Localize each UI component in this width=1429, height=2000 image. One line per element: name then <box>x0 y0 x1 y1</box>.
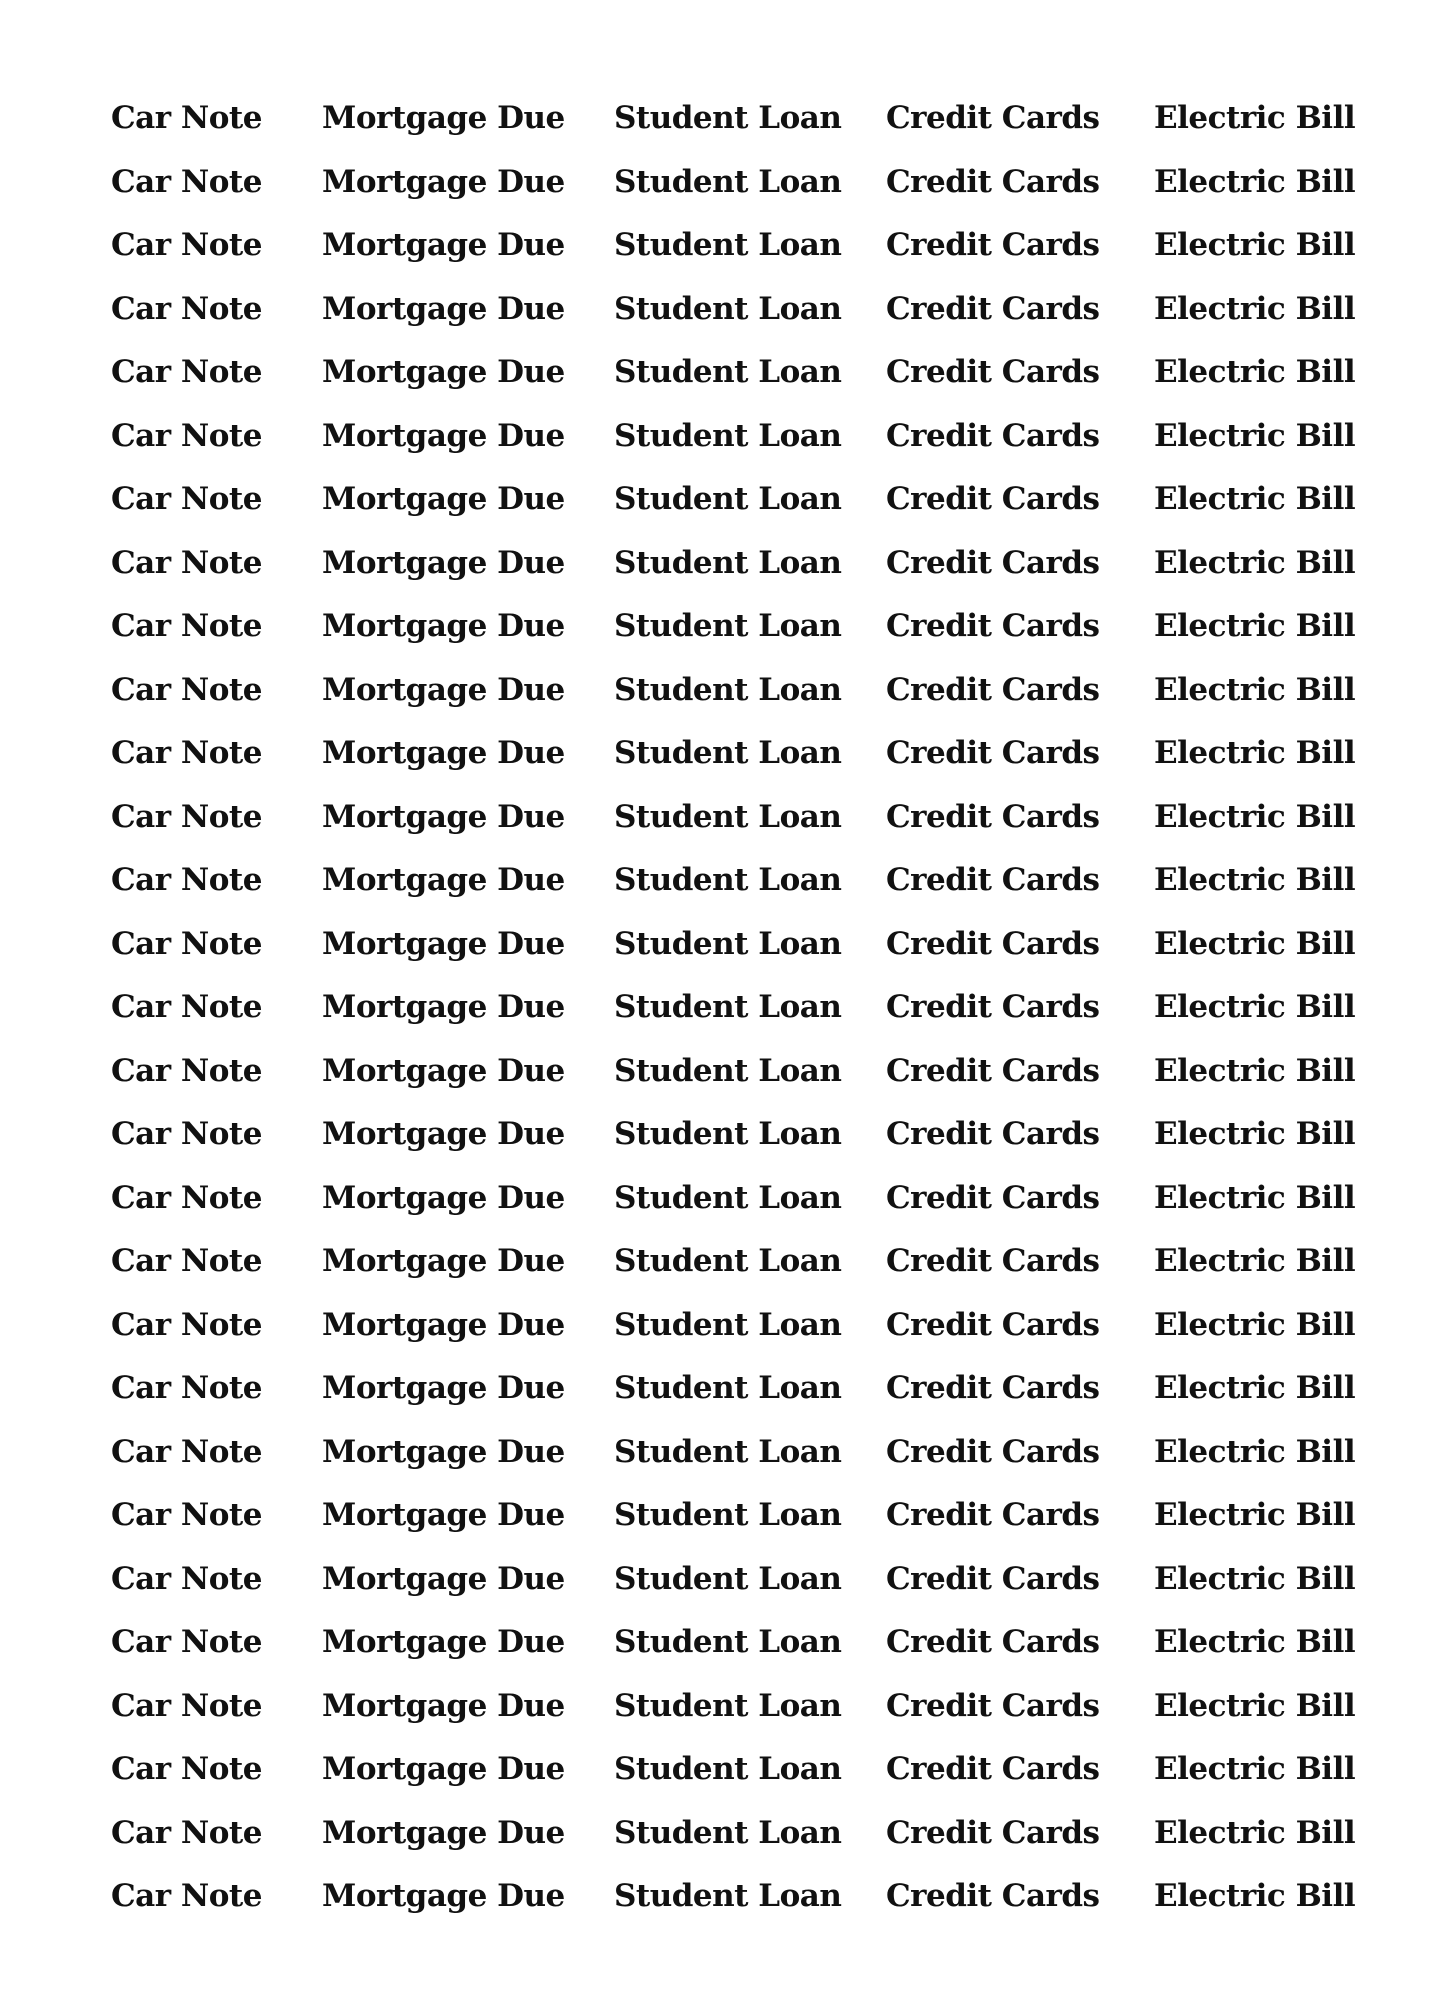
label-student-loan: Student Loan <box>614 735 842 771</box>
label-credit-cards: Credit Cards <box>886 164 1100 200</box>
label-row <box>0 1622 1429 1686</box>
label-credit-cards: Credit Cards <box>886 1180 1100 1216</box>
label-car-note: Car Note <box>111 1116 262 1152</box>
label-mortgage-due: Mortgage Due <box>322 1180 565 1216</box>
label-student-loan: Student Loan <box>614 354 842 390</box>
label-row <box>0 225 1429 289</box>
label-car-note: Car Note <box>111 164 262 200</box>
label-credit-cards: Credit Cards <box>886 989 1100 1025</box>
label-mortgage-due: Mortgage Due <box>322 1434 565 1470</box>
label-row <box>0 416 1429 480</box>
label-credit-cards: Credit Cards <box>886 672 1100 708</box>
label-electric-bill: Electric Bill <box>1154 545 1356 581</box>
label-car-note: Car Note <box>111 989 262 1025</box>
label-credit-cards: Credit Cards <box>886 1243 1100 1279</box>
label-car-note: Car Note <box>111 1624 262 1660</box>
label-student-loan: Student Loan <box>614 862 842 898</box>
label-student-loan: Student Loan <box>614 1815 842 1851</box>
label-car-note: Car Note <box>111 1434 262 1470</box>
label-electric-bill: Electric Bill <box>1154 1497 1356 1533</box>
label-credit-cards: Credit Cards <box>886 1116 1100 1152</box>
label-electric-bill: Electric Bill <box>1154 164 1356 200</box>
label-credit-cards: Credit Cards <box>886 1370 1100 1406</box>
label-mortgage-due: Mortgage Due <box>322 1751 565 1787</box>
label-row <box>0 733 1429 797</box>
label-car-note: Car Note <box>111 1688 262 1724</box>
label-car-note: Car Note <box>111 481 262 517</box>
label-electric-bill: Electric Bill <box>1154 735 1356 771</box>
label-credit-cards: Credit Cards <box>886 862 1100 898</box>
label-credit-cards: Credit Cards <box>886 1053 1100 1089</box>
label-student-loan: Student Loan <box>614 1751 842 1787</box>
label-row <box>0 98 1429 162</box>
label-student-loan: Student Loan <box>614 1116 842 1152</box>
label-mortgage-due: Mortgage Due <box>322 989 565 1025</box>
label-row <box>0 1178 1429 1242</box>
label-car-note: Car Note <box>111 354 262 390</box>
label-mortgage-due: Mortgage Due <box>322 799 565 835</box>
label-electric-bill: Electric Bill <box>1154 1053 1356 1089</box>
label-row <box>0 479 1429 543</box>
label-car-note: Car Note <box>111 418 262 454</box>
label-row <box>0 860 1429 924</box>
label-car-note: Car Note <box>111 545 262 581</box>
label-mortgage-due: Mortgage Due <box>322 418 565 454</box>
label-electric-bill: Electric Bill <box>1154 1243 1356 1279</box>
label-mortgage-due: Mortgage Due <box>322 608 565 644</box>
label-student-loan: Student Loan <box>614 1243 842 1279</box>
label-student-loan: Student Loan <box>614 1624 842 1660</box>
label-car-note: Car Note <box>111 1370 262 1406</box>
label-car-note: Car Note <box>111 1307 262 1343</box>
label-electric-bill: Electric Bill <box>1154 1815 1356 1851</box>
label-credit-cards: Credit Cards <box>886 354 1100 390</box>
label-mortgage-due: Mortgage Due <box>322 1053 565 1089</box>
label-row <box>0 1241 1429 1305</box>
label-car-note: Car Note <box>111 227 262 263</box>
label-mortgage-due: Mortgage Due <box>322 1624 565 1660</box>
label-student-loan: Student Loan <box>614 1497 842 1533</box>
label-mortgage-due: Mortgage Due <box>322 1116 565 1152</box>
label-electric-bill: Electric Bill <box>1154 1624 1356 1660</box>
label-mortgage-due: Mortgage Due <box>322 1878 565 1914</box>
label-row <box>0 1114 1429 1178</box>
label-car-note: Car Note <box>111 926 262 962</box>
label-car-note: Car Note <box>111 100 262 136</box>
label-row <box>0 162 1429 226</box>
label-row <box>0 289 1429 353</box>
label-student-loan: Student Loan <box>614 481 842 517</box>
label-mortgage-due: Mortgage Due <box>322 1561 565 1597</box>
label-row <box>0 543 1429 607</box>
label-credit-cards: Credit Cards <box>886 926 1100 962</box>
label-credit-cards: Credit Cards <box>886 418 1100 454</box>
label-student-loan: Student Loan <box>614 100 842 136</box>
label-electric-bill: Electric Bill <box>1154 672 1356 708</box>
label-student-loan: Student Loan <box>614 1307 842 1343</box>
label-mortgage-due: Mortgage Due <box>322 164 565 200</box>
label-row <box>0 1876 1429 1940</box>
label-row <box>0 352 1429 416</box>
label-electric-bill: Electric Bill <box>1154 291 1356 327</box>
label-credit-cards: Credit Cards <box>886 545 1100 581</box>
label-credit-cards: Credit Cards <box>886 1751 1100 1787</box>
label-car-note: Car Note <box>111 1243 262 1279</box>
label-student-loan: Student Loan <box>614 926 842 962</box>
label-student-loan: Student Loan <box>614 1370 842 1406</box>
label-car-note: Car Note <box>111 1751 262 1787</box>
label-credit-cards: Credit Cards <box>886 1815 1100 1851</box>
label-row <box>0 1686 1429 1750</box>
label-mortgage-due: Mortgage Due <box>322 100 565 136</box>
label-mortgage-due: Mortgage Due <box>322 1815 565 1851</box>
label-row <box>0 1559 1429 1623</box>
label-electric-bill: Electric Bill <box>1154 1370 1356 1406</box>
label-car-note: Car Note <box>111 1497 262 1533</box>
label-student-loan: Student Loan <box>614 291 842 327</box>
label-electric-bill: Electric Bill <box>1154 1180 1356 1216</box>
label-mortgage-due: Mortgage Due <box>322 862 565 898</box>
label-student-loan: Student Loan <box>614 1053 842 1089</box>
label-car-note: Car Note <box>111 862 262 898</box>
label-row <box>0 1432 1429 1496</box>
label-car-note: Car Note <box>111 291 262 327</box>
label-car-note: Car Note <box>111 799 262 835</box>
label-row <box>0 670 1429 734</box>
label-mortgage-due: Mortgage Due <box>322 1688 565 1724</box>
label-row <box>0 1368 1429 1432</box>
label-mortgage-due: Mortgage Due <box>322 354 565 390</box>
label-row <box>0 1749 1429 1813</box>
label-electric-bill: Electric Bill <box>1154 989 1356 1025</box>
label-credit-cards: Credit Cards <box>886 1688 1100 1724</box>
label-student-loan: Student Loan <box>614 1434 842 1470</box>
label-credit-cards: Credit Cards <box>886 1434 1100 1470</box>
label-student-loan: Student Loan <box>614 799 842 835</box>
label-car-note: Car Note <box>111 1053 262 1089</box>
label-electric-bill: Electric Bill <box>1154 354 1356 390</box>
label-credit-cards: Credit Cards <box>886 481 1100 517</box>
label-row <box>0 1305 1429 1369</box>
label-credit-cards: Credit Cards <box>886 227 1100 263</box>
label-electric-bill: Electric Bill <box>1154 926 1356 962</box>
label-mortgage-due: Mortgage Due <box>322 1243 565 1279</box>
label-electric-bill: Electric Bill <box>1154 862 1356 898</box>
label-student-loan: Student Loan <box>614 545 842 581</box>
label-car-note: Car Note <box>111 672 262 708</box>
label-credit-cards: Credit Cards <box>886 1624 1100 1660</box>
label-credit-cards: Credit Cards <box>886 291 1100 327</box>
label-student-loan: Student Loan <box>614 608 842 644</box>
label-mortgage-due: Mortgage Due <box>322 1307 565 1343</box>
label-student-loan: Student Loan <box>614 227 842 263</box>
label-student-loan: Student Loan <box>614 1180 842 1216</box>
label-row <box>0 1051 1429 1115</box>
label-mortgage-due: Mortgage Due <box>322 1497 565 1533</box>
label-row <box>0 924 1429 988</box>
label-row <box>0 1813 1429 1877</box>
label-row <box>0 987 1429 1051</box>
label-mortgage-due: Mortgage Due <box>322 1370 565 1406</box>
label-student-loan: Student Loan <box>614 1878 842 1914</box>
label-row <box>0 606 1429 670</box>
label-mortgage-due: Mortgage Due <box>322 545 565 581</box>
label-car-note: Car Note <box>111 735 262 771</box>
label-electric-bill: Electric Bill <box>1154 608 1356 644</box>
label-electric-bill: Electric Bill <box>1154 1878 1356 1914</box>
label-student-loan: Student Loan <box>614 1561 842 1597</box>
label-credit-cards: Credit Cards <box>886 1307 1100 1343</box>
label-car-note: Car Note <box>111 1180 262 1216</box>
label-credit-cards: Credit Cards <box>886 799 1100 835</box>
label-mortgage-due: Mortgage Due <box>322 227 565 263</box>
label-electric-bill: Electric Bill <box>1154 227 1356 263</box>
label-credit-cards: Credit Cards <box>886 100 1100 136</box>
label-credit-cards: Credit Cards <box>886 1497 1100 1533</box>
label-student-loan: Student Loan <box>614 989 842 1025</box>
label-electric-bill: Electric Bill <box>1154 1751 1356 1787</box>
label-credit-cards: Credit Cards <box>886 1878 1100 1914</box>
label-electric-bill: Electric Bill <box>1154 1434 1356 1470</box>
label-mortgage-due: Mortgage Due <box>322 481 565 517</box>
label-student-loan: Student Loan <box>614 672 842 708</box>
label-mortgage-due: Mortgage Due <box>322 735 565 771</box>
label-row <box>0 1495 1429 1559</box>
label-credit-cards: Credit Cards <box>886 1561 1100 1597</box>
label-mortgage-due: Mortgage Due <box>322 672 565 708</box>
label-car-note: Car Note <box>111 1815 262 1851</box>
label-electric-bill: Electric Bill <box>1154 481 1356 517</box>
label-student-loan: Student Loan <box>614 164 842 200</box>
label-mortgage-due: Mortgage Due <box>322 926 565 962</box>
label-electric-bill: Electric Bill <box>1154 100 1356 136</box>
label-credit-cards: Credit Cards <box>886 608 1100 644</box>
label-student-loan: Student Loan <box>614 1688 842 1724</box>
label-credit-cards: Credit Cards <box>886 735 1100 771</box>
label-row <box>0 797 1429 861</box>
label-electric-bill: Electric Bill <box>1154 799 1356 835</box>
label-electric-bill: Electric Bill <box>1154 1307 1356 1343</box>
label-electric-bill: Electric Bill <box>1154 1688 1356 1724</box>
label-electric-bill: Electric Bill <box>1154 418 1356 454</box>
label-car-note: Car Note <box>111 1878 262 1914</box>
label-electric-bill: Electric Bill <box>1154 1116 1356 1152</box>
label-mortgage-due: Mortgage Due <box>322 291 565 327</box>
label-electric-bill: Electric Bill <box>1154 1561 1356 1597</box>
label-car-note: Car Note <box>111 608 262 644</box>
label-car-note: Car Note <box>111 1561 262 1597</box>
label-student-loan: Student Loan <box>614 418 842 454</box>
